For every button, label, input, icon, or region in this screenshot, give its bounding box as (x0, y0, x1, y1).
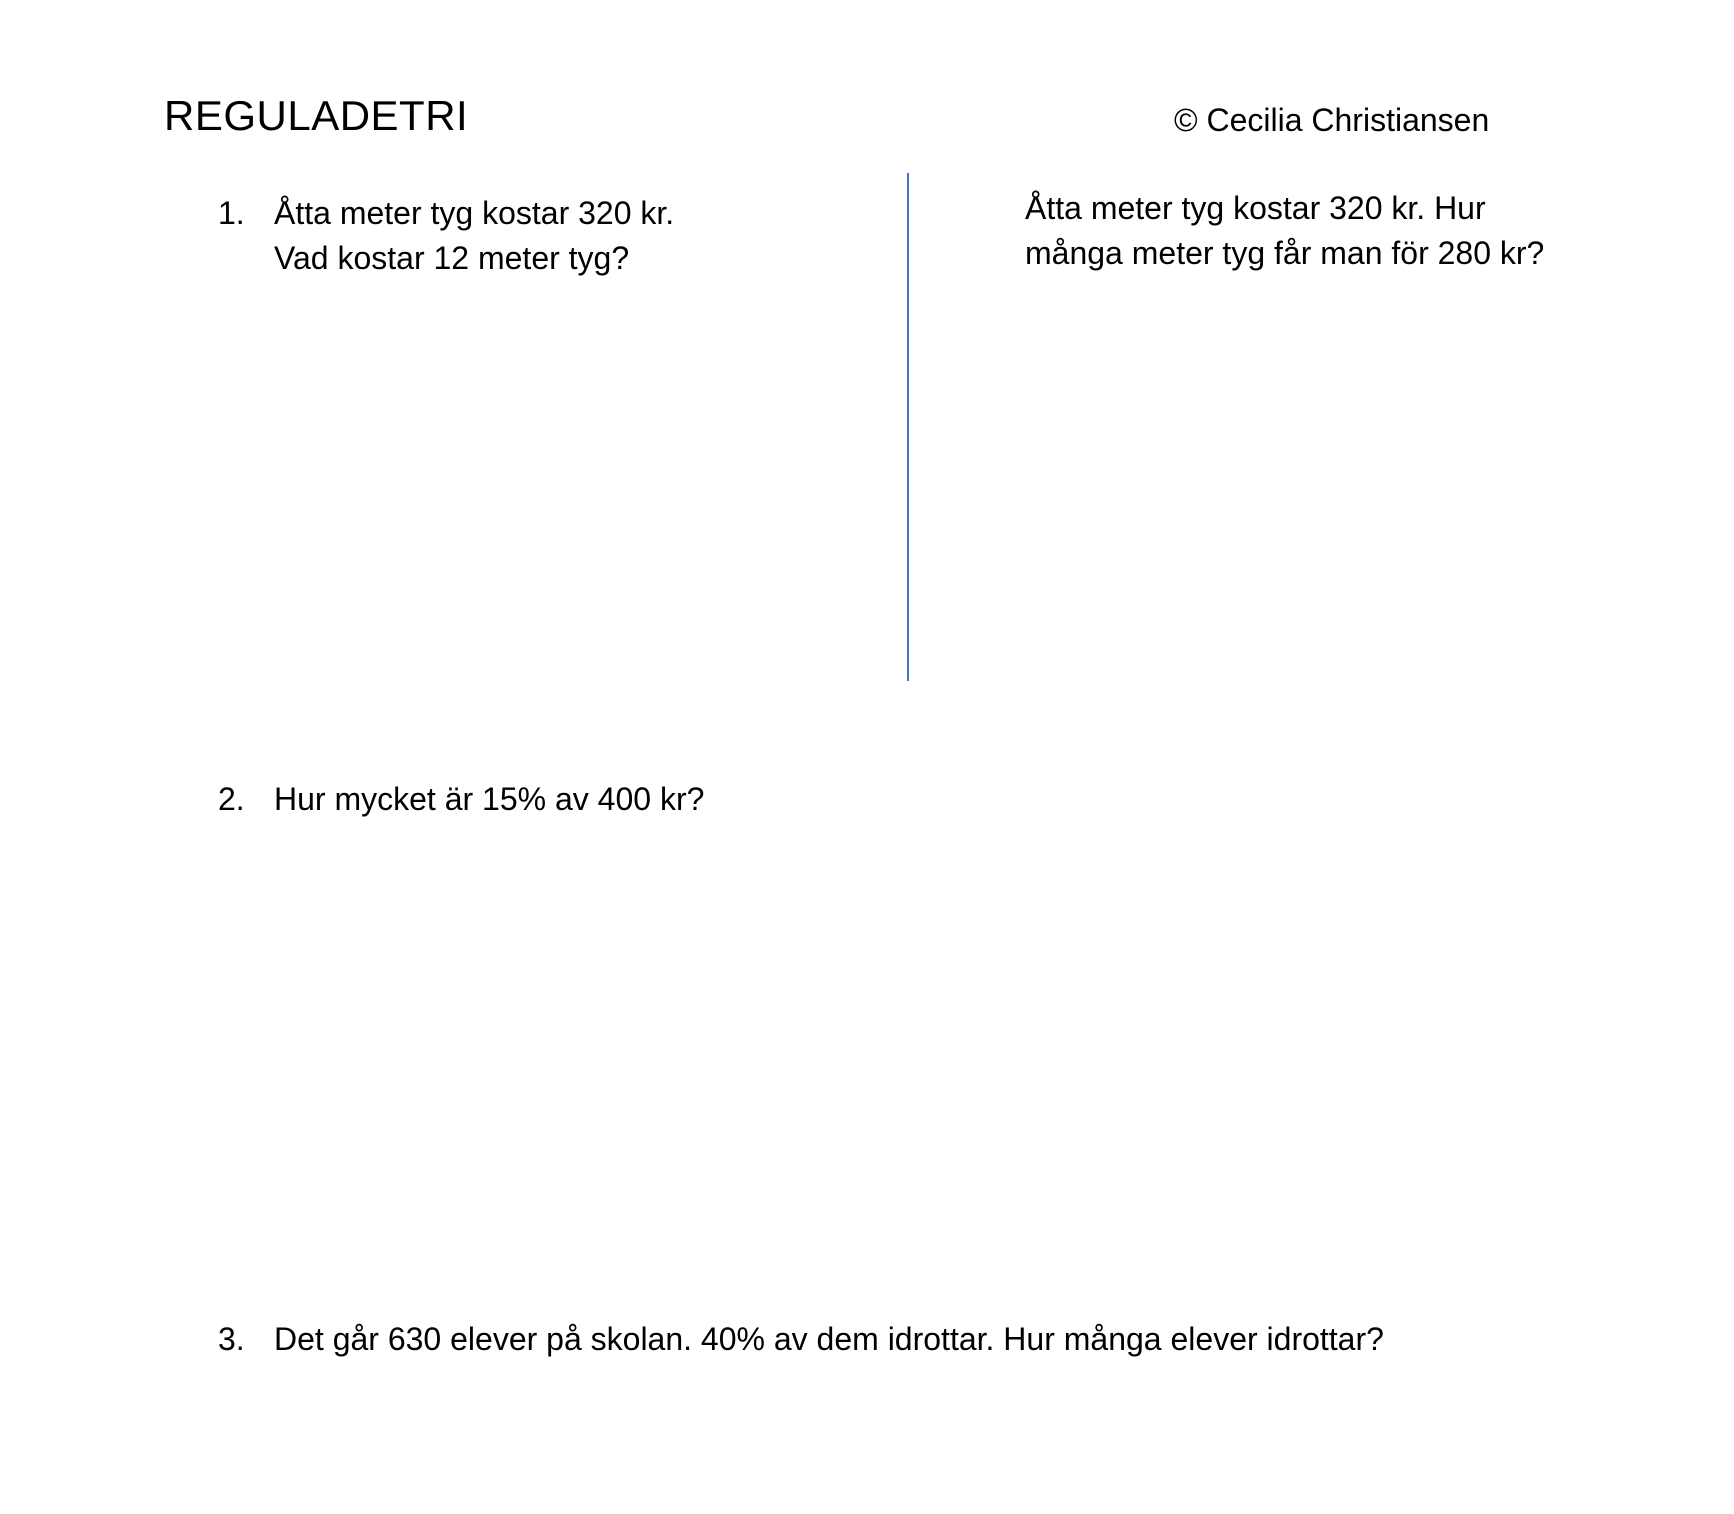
problem-number: 2. (218, 781, 245, 817)
problem-number: 1. (218, 195, 245, 231)
problem-text (274, 777, 704, 822)
problem-1-variant (1025, 186, 1544, 276)
variant-line: många meter tyg får man för 280 kr? (1025, 235, 1545, 271)
page-title: REGULADETRI (164, 92, 469, 139)
problem-3 (218, 1317, 1384, 1362)
column-divider (907, 173, 909, 681)
problem-number: 3. (218, 1321, 245, 1357)
variant-line: Åtta meter tyg kostar 320 kr. Hur (1025, 190, 1486, 226)
copyright-notice: © Cecilia Christiansen (1174, 102, 1490, 138)
problem-line: Åtta meter tyg kostar 320 kr. (274, 195, 675, 231)
problem-text (274, 1317, 1384, 1362)
problem-2 (218, 777, 704, 822)
problem-line: Hur mycket är 15% av 400 kr? (274, 781, 705, 817)
problem-line: Vad kostar 12 meter tyg? (274, 240, 630, 276)
problem-text (274, 191, 674, 281)
problem-line: Det går 630 elever på skolan. 40% av dem idrottar. Hur många elever idrottar? (274, 1321, 1384, 1357)
problem-1 (218, 191, 674, 281)
